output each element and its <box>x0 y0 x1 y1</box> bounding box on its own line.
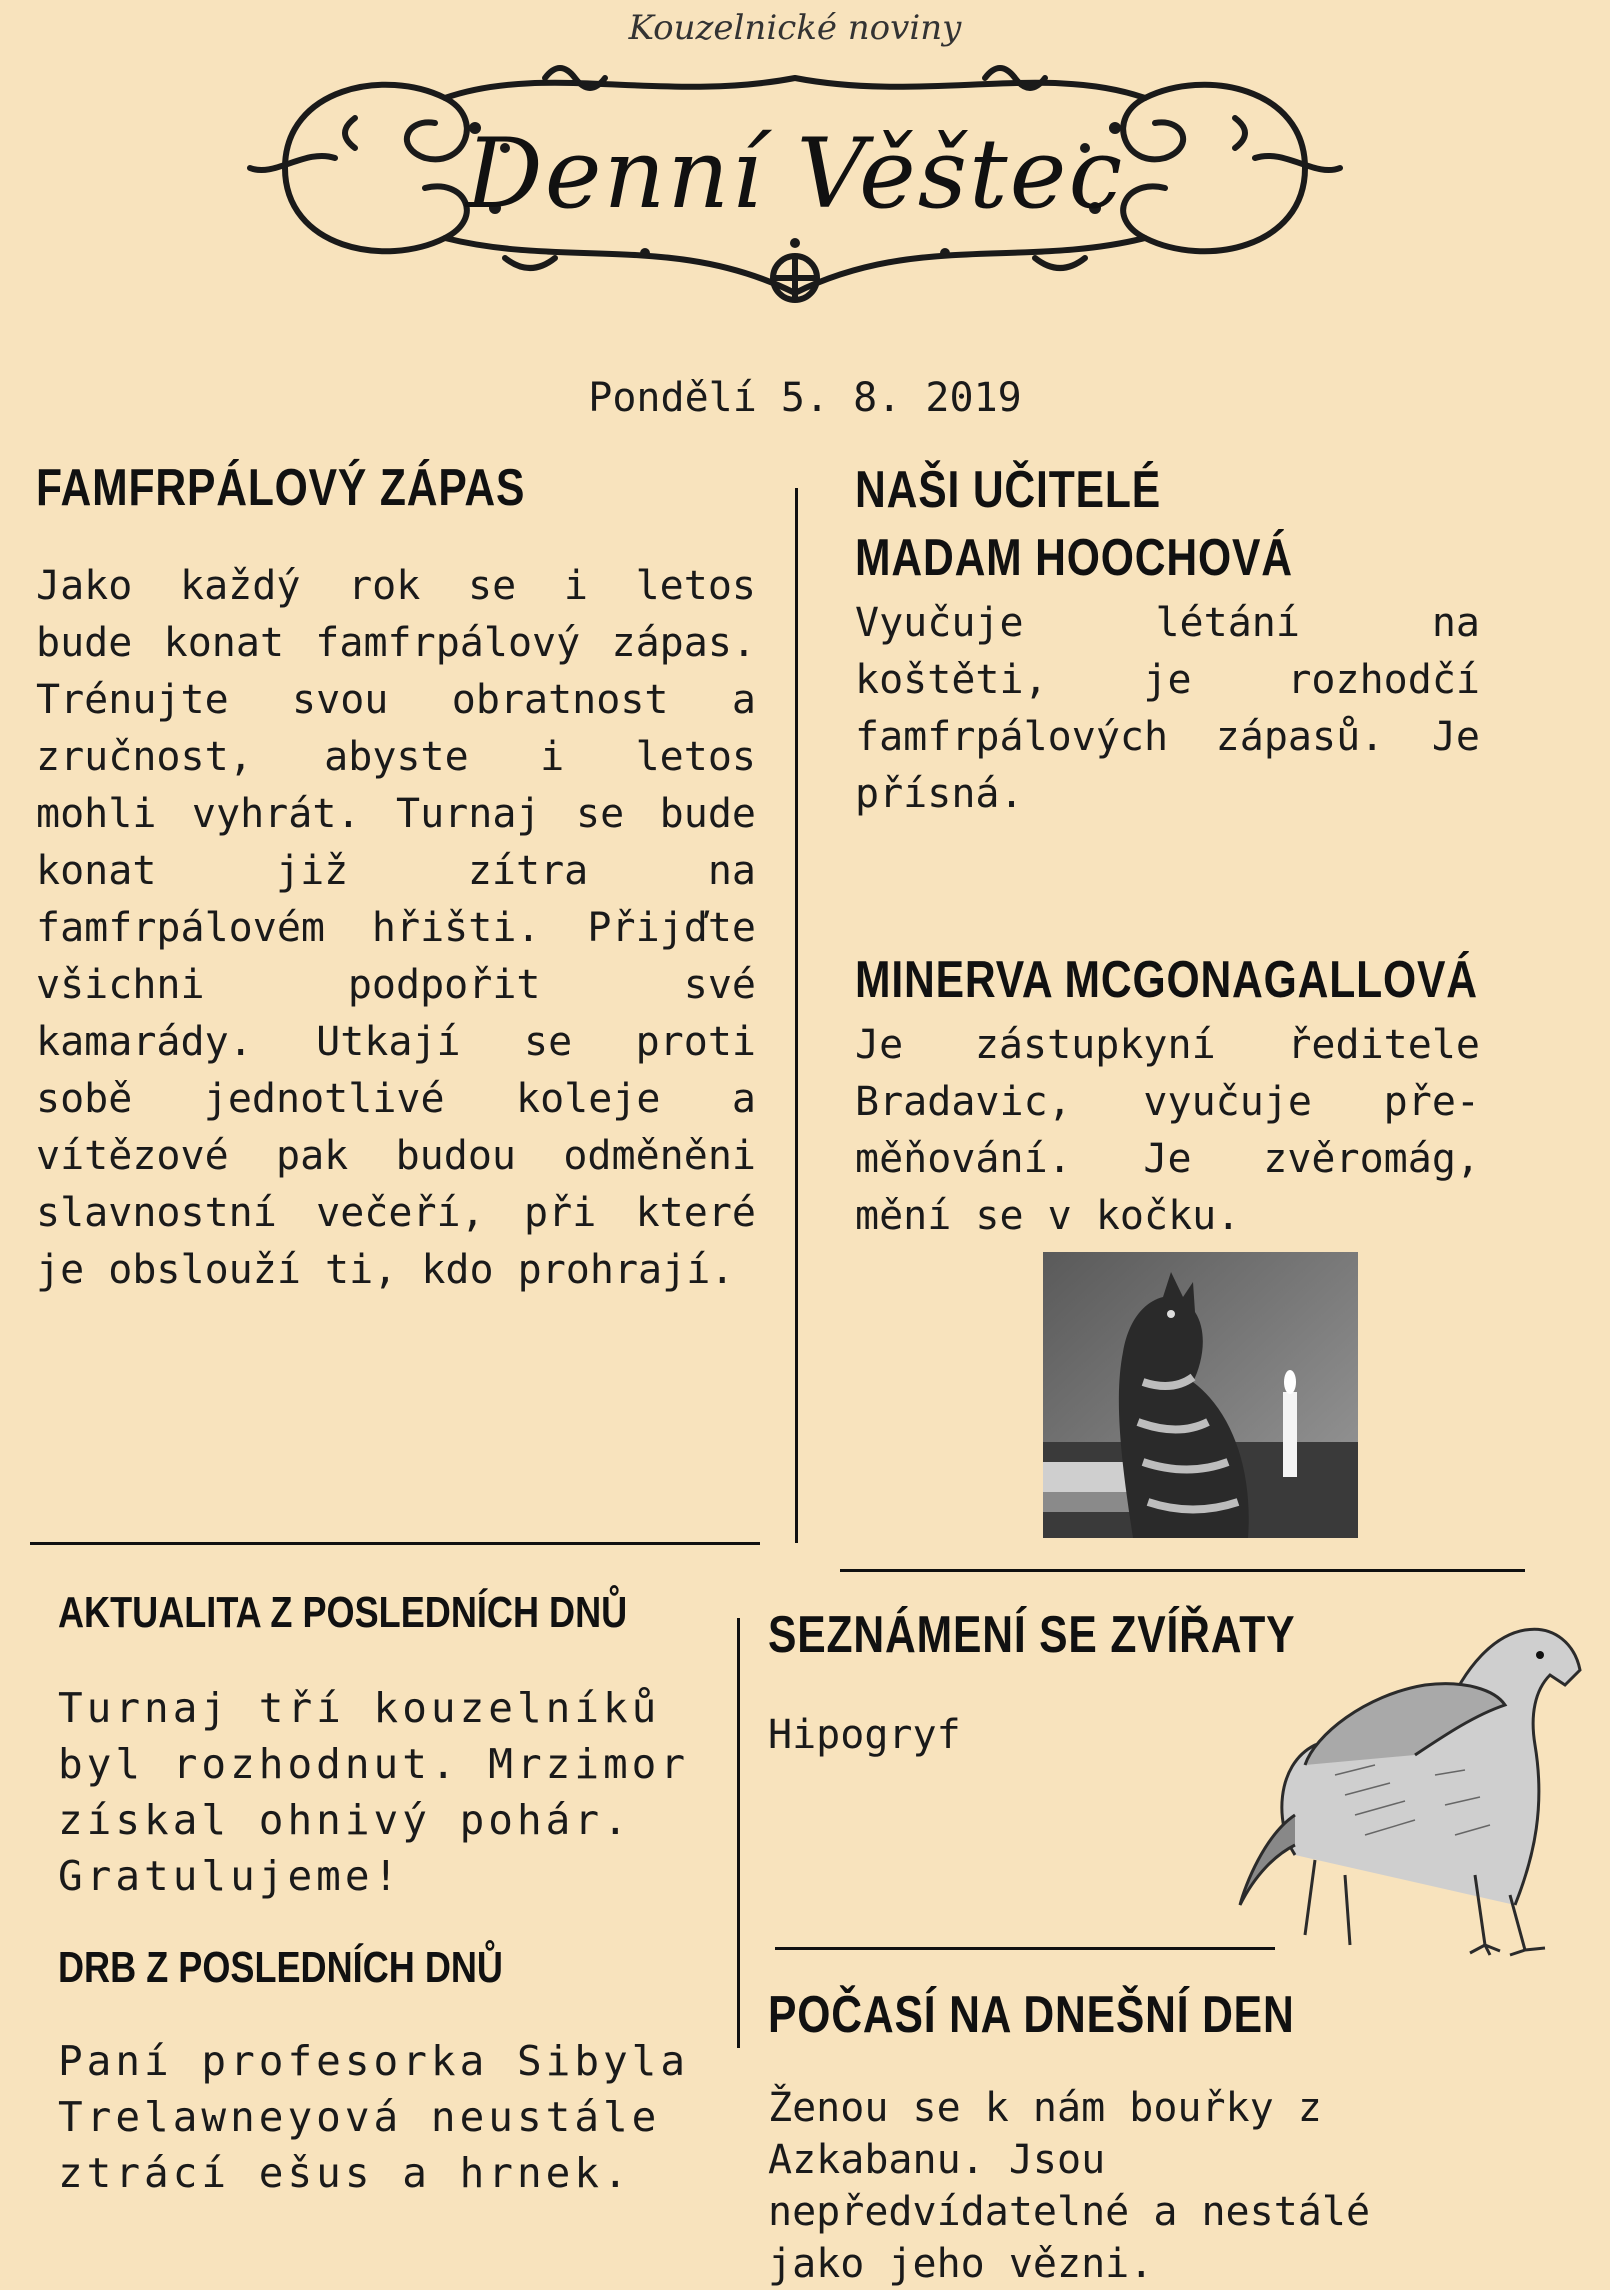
gossip-article: Paní profesorka Sibyla Trelawneyová neustále ztrácí ešus a hrnek. <box>58 2037 690 2197</box>
gossip-heading: DRB Z POSLEDNÍCH DNŮ <box>58 1943 504 1992</box>
column-divider-bottom <box>737 1618 740 2048</box>
weather-article: Ženou se k nám bouřky z Azkabanu. Jsou nepředvídatelné a nestálé jako jeho vězni. <box>768 2085 1371 2287</box>
section-divider-left <box>30 1542 760 1545</box>
teachers-heading: NAŠI UČITELÉ <box>855 461 1161 519</box>
masthead-title: Denní Věštec <box>465 118 1125 230</box>
cat-photo <box>1043 1252 1358 1538</box>
mcgonagall-heading: MINERVA MCGONAGALLOVÁ <box>855 951 1478 1009</box>
weather-heading: POČASÍ NA DNEŠNÍ DEN <box>768 1986 1295 2044</box>
hippogriff-icon <box>1235 1575 1590 1960</box>
news-heading: AKTUALITA Z POSLEDNÍCH DNŮ <box>58 1588 628 1637</box>
masthead <box>245 8 1345 353</box>
cat-icon <box>1043 1252 1358 1538</box>
hooch-article: Vyučuje létání na koštěti, je rozhodčí famfrpálových zápasů. Je přísná. <box>855 600 1480 817</box>
hippogriff-illustration <box>1235 1575 1590 1960</box>
animals-article: Hipogryf <box>768 1712 961 1758</box>
hooch-heading: MADAM HOOCHOVÁ <box>855 529 1293 587</box>
animals-heading: SEZNÁMENÍ SE ZVÍŘATY <box>768 1606 1296 1664</box>
quidditch-heading: FAMFRPÁLOVÝ ZÁPAS <box>36 459 526 517</box>
weather-divider <box>775 1947 1275 1950</box>
masthead-subtitle: Kouzelnické noviny <box>628 8 962 48</box>
column-divider <box>795 488 798 1543</box>
quidditch-article: Jako každý rok se i letos bude konat famfrpálový zápas. Trénujte svou obratnost a zručnost, abyste i letos mohli vyhrát. Turnaj se bude konat již zítra na famfrpálovém hřišti. Přijďte všichni podpořit své kamarády. Utkají se proti sobě jednotlivé koleje a vítězové pak budou odměněni slavnostní večeří, při které je obslouží ti, kdo prohrají. <box>36 563 756 1293</box>
section-divider-right <box>840 1569 1525 1572</box>
mcgonagall-article: Je zástupkyní ředitele Bradavic, vyučuje pře-měňování. Je zvěromág, mění se v kočku. <box>855 1022 1480 1239</box>
news-article: Turnaj tří kouzelníků byl rozhodnut. Mrzimor získal ohnivý pohár. Gratulujeme! <box>58 1684 690 1900</box>
issue-date: Pondělí 5. 8. 2019 <box>588 375 1022 421</box>
